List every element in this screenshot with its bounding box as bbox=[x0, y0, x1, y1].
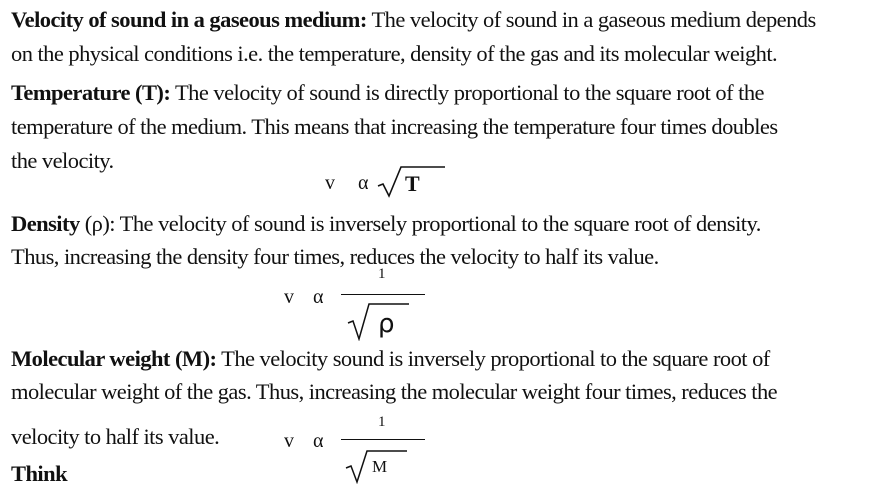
temperature-formula-radicand: T bbox=[405, 171, 420, 196]
gaseous-line-2 bbox=[11, 40, 777, 68]
molecular-formula-lhs: v bbox=[284, 430, 294, 452]
gaseous-text-1: The velocity of sound in a gaseous medium depends bbox=[366, 7, 816, 32]
molecular-heading: Molecular weight (M): bbox=[11, 346, 217, 371]
molecular-formula bbox=[284, 414, 434, 484]
gaseous-line-1 bbox=[11, 6, 816, 34]
density-formula-radicand: ρ bbox=[378, 309, 395, 339]
temperature-formula bbox=[325, 166, 445, 200]
temperature-line-3 bbox=[11, 147, 114, 175]
density-formula-numerator: 1 bbox=[378, 266, 386, 282]
think-label: Think bbox=[11, 461, 68, 486]
molecular-text-2: molecular weight of the gas. Thus, increasing the molecular weight four times, reduces the bbox=[11, 379, 778, 404]
temperature-formula-rel: α bbox=[358, 172, 369, 194]
density-formula bbox=[284, 266, 434, 342]
temperature-line-2 bbox=[11, 113, 778, 141]
molecular-formula-numerator: 1 bbox=[378, 414, 386, 430]
molecular-formula-rel: α bbox=[313, 430, 324, 452]
molecular-formula-radicand: M bbox=[372, 457, 388, 476]
temperature-heading: Temperature (T): bbox=[11, 80, 171, 105]
gaseous-text-2: on the physical conditions i.e. the temperature, density of the gas and its molecular weight. bbox=[11, 41, 778, 66]
gaseous-heading: Velocity of sound in a gaseous medium: bbox=[11, 7, 367, 32]
density-text-2: Thus, increasing the density four times, reduces the velocity to half its value. bbox=[11, 244, 659, 269]
molecular-text-1: The velocity sound is inversely proportional to the square root of bbox=[216, 346, 770, 371]
density-formula-rel: α bbox=[313, 286, 324, 308]
temperature-text-3: the velocity. bbox=[11, 148, 114, 173]
molecular-line-1 bbox=[11, 345, 770, 373]
density-line-1 bbox=[11, 210, 761, 238]
think-line bbox=[11, 460, 67, 488]
molecular-fraction-bar bbox=[341, 439, 425, 440]
temperature-formula-lhs: v bbox=[325, 172, 335, 194]
density-fraction-bar bbox=[341, 294, 425, 295]
molecular-line-2 bbox=[11, 378, 777, 406]
density-text-1: The velocity of sound is inversely proportional to the square root of density. bbox=[115, 211, 761, 236]
temperature-text-2: temperature of the medium. This means that increasing the temperature four times doubles bbox=[11, 114, 778, 139]
temperature-line-1 bbox=[11, 79, 764, 107]
temperature-text-1: The velocity of sound is directly proportional to the square root of the bbox=[170, 80, 764, 105]
density-symbol: (ρ): bbox=[79, 211, 115, 236]
density-formula-lhs: v bbox=[284, 286, 294, 308]
density-heading: Density bbox=[11, 211, 80, 236]
molecular-text-3: velocity to half its value. bbox=[11, 424, 220, 449]
molecular-line-3 bbox=[11, 423, 219, 451]
